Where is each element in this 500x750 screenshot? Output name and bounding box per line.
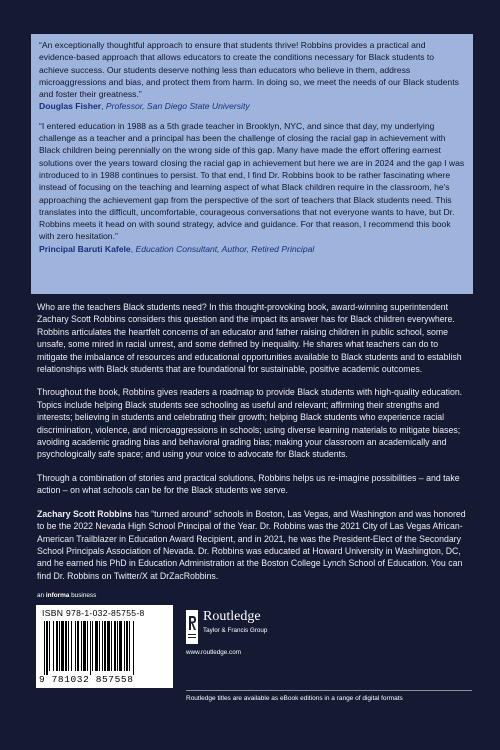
brand-name: informa <box>45 592 70 599</box>
reviewer-name: Principal Baruti Kafele <box>39 243 131 254</box>
barcode-icon <box>42 621 168 675</box>
publisher-subtitle: Taylor & Francis Group <box>203 627 268 634</box>
publisher-name: Routledge <box>203 609 261 624</box>
description-paragraph: Through a combination of stories and practical solutions, Robbins helps us re-imagine possibilities – and take action – on what schools can be for the Black students we serve. <box>37 472 460 496</box>
book-description <box>37 301 469 593</box>
reviewer-title: Professor, San Diego State University <box>105 101 250 112</box>
author-bio-text: has “turned around” schools in Boston, Las Vegas, and Washington and was honored to be the 2022 Nevada High School Principal of the Year. Dr. Robbins was the 2021 City of Las Vegas African-American Trailblazer in Education Award Recipient, and in 2021, he was the President-Elect of the Secondary School Principals Association of Nevada. Dr. Robbins was educated at Howard University in Washington, DC, and he earned his PhD in Education Administration at the Boston College Lynch School of Education. You can find Dr. Robbins on Twitter/X at DrZacRobbins. <box>37 508 466 581</box>
informa-brand <box>37 592 96 599</box>
barcode-box <box>36 605 173 688</box>
description-paragraph: Throughout the book, Robbins gives readers a roadmap to provide Black students with high-quality education. Topics include helping Black students see schooling as useful and relevant; affirming their strengths and interests; believing in students and celebrating their growth; helping Black students who experience racial discrimination, violence, and microaggressions in schools; using diverse learning materials to mitigate biases; avoiding academic grading bias and behavioral grading bias; making your classroom an academically and psychologically safe space; and using your voice to advocate for Black students. <box>37 387 463 460</box>
review-2 <box>39 120 465 255</box>
review-quote: “An exceptionally thoughtful approach to ensure that students thrive! Robbins provides a practical and evidence-based approach that allows educators to create the conditions necessary for Black students to achieve success. Our students deserve nothing less than educators who believe in them, address microaggressions and bias, and protect them from harm. In doing so, we meet the needs of our Black students and foster their greatness.” <box>39 40 459 100</box>
author-name: Zachary Scott Robbins <box>37 508 133 519</box>
review-1 <box>39 39 465 113</box>
review-quote: “I entered education in 1988 as a 5th grade teacher in Brooklyn, NYC, and since that day, my underlying challenge as a teacher and a principal has been the challenge of closing the racial gap in achievement with Black children being perennially on the wrong side of this gap. Many have made the effort offering earnest solutions over the years toward closing the racial gap in achievement but here we are in 2024 and the gap I was introduced to in 1988 continues to persist. To that end, I find Dr. Robbins book to be rather fascinating where instead of focusing on the teaching and learning aspect of what Black children require in the classroom, he's approaching the achievement gap from the perspective of the sort of teachers that Black students need. This translates into the difficult, uncomfortable, courageous conversations that not everyone wants to have, but Dr. Robbins meets it head on with sound strategy, advice and guidance. For that reason, I recommend this book with zero hesitation.” <box>39 120 465 242</box>
review-box <box>31 34 473 294</box>
routledge-logo-icon <box>186 610 198 644</box>
divider <box>186 690 472 691</box>
review-attribution: Principal Baruti Kafele, Education Consultant, Author, Retired Principal <box>39 243 315 254</box>
reviewer-name: Douglas Fisher <box>39 101 102 112</box>
brand-suffix: business <box>69 592 97 599</box>
author-bio <box>37 508 469 582</box>
ebook-note: Routledge titles are available as eBook editions in a range of digital formats <box>186 695 403 702</box>
description-paragraph: Who are the teachers Black students need? In this thought-provoking book, award-winning superintendent Zachary Scott Robbins considers this question and the impact its answer has for Black children everywhere. Robbins articulates the heartfelt concerns of an educator and father raising children in public school, some unsafe, some mired in racial unrest, and some defined by inequality. He shares what teachers can do to mitigate the imbalance of resources and educational opportunities available to Black students and to establish relationships with Black students that are foundational for sustainable, positive academic outcomes. <box>37 302 462 375</box>
isbn-label: ISBN 978-1-032-85755-8 <box>42 608 145 618</box>
reviewer-title: Education Consultant, Author, Retired Principal <box>135 243 315 254</box>
brand-prefix: an <box>37 592 46 599</box>
ean-digits: 9 781032 857558 <box>39 674 134 685</box>
publisher-url: www.routledge.com <box>186 649 241 656</box>
review-attribution: Douglas Fisher, Professor, San Diego State University <box>39 101 250 112</box>
